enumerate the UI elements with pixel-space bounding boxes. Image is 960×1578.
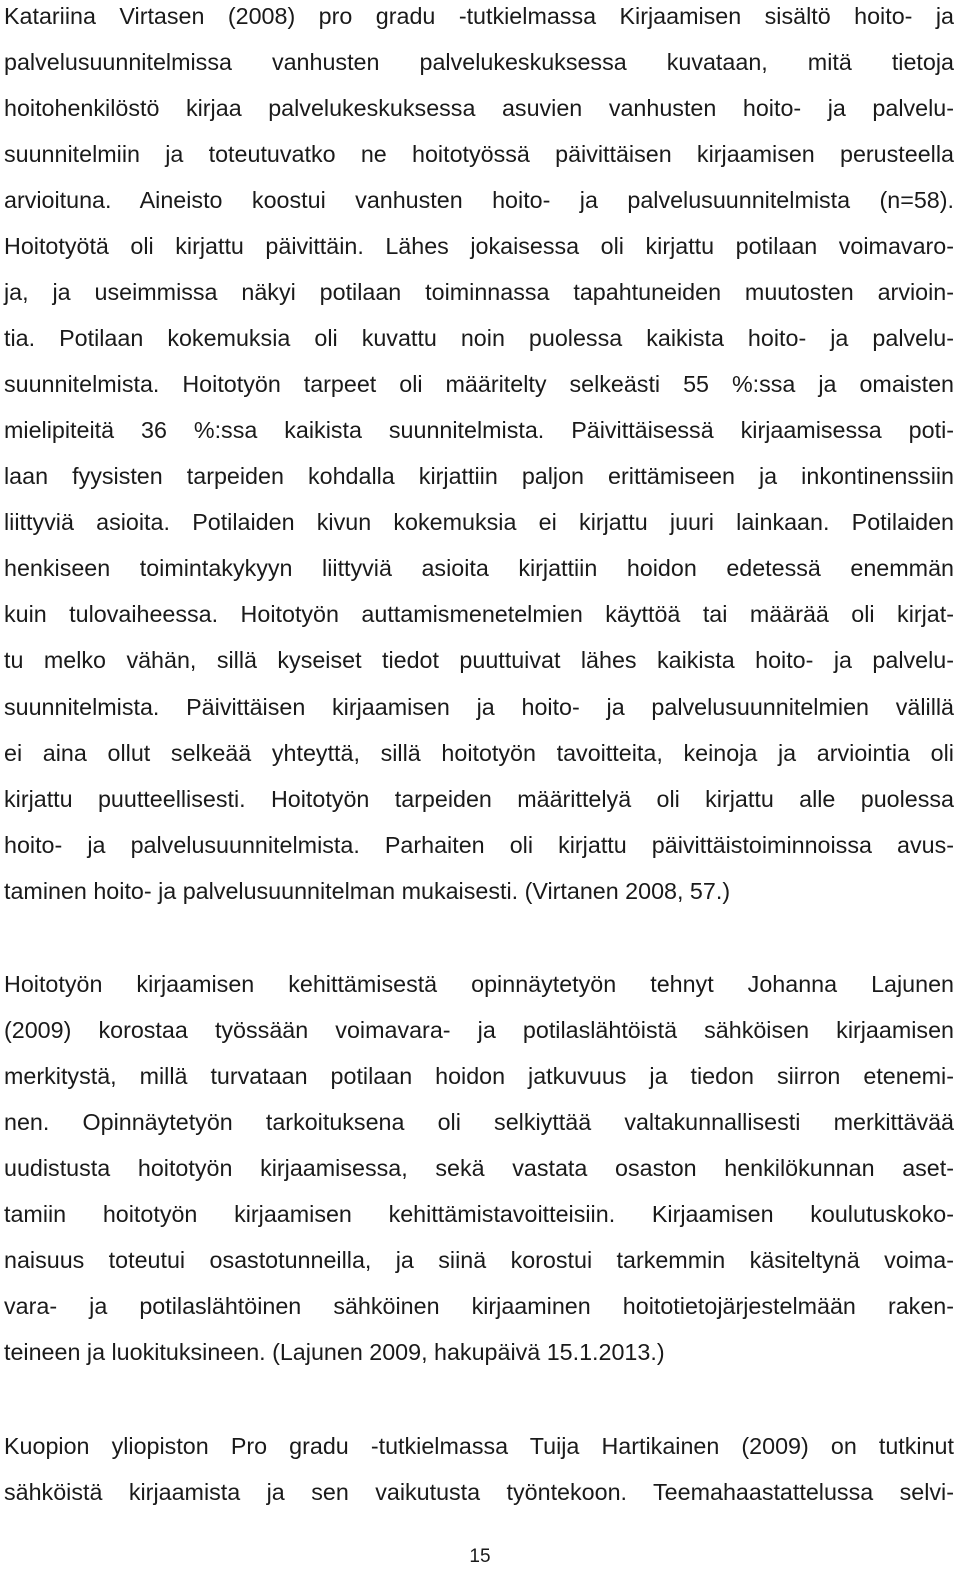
text-line: merkitystä, millä turvataan potilaan hoidon jatkuvuus ja tiedon siirron etenemi- (4, 1063, 954, 1089)
text-line: hoito- ja palvelusuunnitelmista. Parhaiten oli kirjattu päivittäistoiminnoissa avus- (4, 832, 954, 858)
text-line: uudistusta hoitotyön kirjaamisessa, sekä vastata osaston henkilökunnan aset- (4, 1155, 954, 1181)
text-line: ei aina ollut selkeää yhteyttä, sillä hoitotyön tavoitteita, keinoja ja arviointia oli (4, 740, 954, 766)
text-line: suunnitelmista. Hoitotyön tarpeet oli määritelty selkeästi 55 %:ssa ja omaisten (4, 371, 954, 397)
text-line: Hoitotyön kirjaamisen kehittämisestä opinnäytetyön tehnyt Johanna Lajunen (4, 971, 954, 997)
text-line: suunnitelmiin ja toteutuvatko ne hoitotyössä päivittäisen kirjaamisen perusteella (4, 141, 954, 167)
text-line: laan fyysisten tarpeiden kohdalla kirjattiin paljon erittämiseen ja inkontinenssiin (4, 463, 954, 489)
text-line: tu melko vähän, sillä kyseiset tiedot puuttuivat lähes kaikista hoito- ja palvelu- (4, 647, 954, 673)
text-line: Kuopion yliopiston Pro gradu -tutkielmassa Tuija Hartikainen (2009) on tutkinut (4, 1433, 954, 1459)
text-line: mielipiteitä 36 %:ssa kaikista suunnitelmista. Päivittäisessä kirjaamisessa poti- (4, 417, 954, 443)
text-line: nen. Opinnäytetyön tarkoituksena oli selkiyttää valtakunnallisesti merkittävää (4, 1109, 954, 1135)
text-line: tia. Potilaan kokemuksia oli kuvattu noin puolessa kaikista hoito- ja palvelu- (4, 325, 954, 351)
text-line: suunnitelmista. Päivittäisen kirjaamisen ja hoito- ja palvelusuunnitelmien välillä (4, 694, 954, 720)
text-line: hoitohenkilöstö kirjaa palvelukeskuksessa asuvien vanhusten hoito- ja palvelu- (4, 95, 954, 121)
text-line: taminen hoito- ja palvelusuunnitelman mukaisesti. (Virtanen 2008, 57.) (4, 878, 731, 904)
text-line: ja, ja useimmissa näkyi potilaan toiminnassa tapahtuneiden muutosten arvioin- (4, 279, 954, 305)
text-line: naisuus toteutui osastotunneilla, ja siinä korostui tarkemmin käsiteltynä voima- (4, 1247, 954, 1273)
text-line: Hoitotyötä oli kirjattu päivittäin. Lähes jokaisessa oli kirjattu potilaan voimavaro- (4, 233, 954, 259)
text-line: palvelusuunnitelmissa vanhusten palvelukeskuksessa kuvataan, mitä tietoja (4, 49, 954, 75)
text-line: sähköistä kirjaamista ja sen vaikutusta työntekoon. Teemahaastattelussa selvi- (4, 1479, 954, 1505)
page-number: 15 (469, 1546, 491, 1567)
text-line: (2009) korostaa työssään voimavara- ja potilaslähtöistä sähköisen kirjaamisen (4, 1017, 954, 1043)
text-line: kuin tulovaiheessa. Hoitotyön auttamismenetelmien käyttöä tai määrää oli kirjat- (4, 601, 954, 627)
text-line: tamiin hoitotyön kirjaamisen kehittämistavoitteisiin. Kirjaamisen koulutuskoko- (4, 1201, 954, 1227)
text-line: vara- ja potilaslähtöinen sähköinen kirjaaminen hoitotietojärjestelmään raken- (4, 1293, 954, 1319)
text-line: arvioituna. Aineisto koostui vanhusten hoito- ja palvelusuunnitelmista (n=58). (4, 187, 954, 213)
text-line: liittyviä asioita. Potilaiden kivun kokemuksia ei kirjattu juuri lainkaan. Potilaiden (4, 509, 954, 535)
text-line: teineen ja luokituksineen. (Lajunen 2009, hakupäivä 15.1.2013.) (4, 1339, 665, 1365)
text-line: Katariina Virtasen (2008) pro gradu -tutkielmassa Kirjaamisen sisältö hoito- ja (4, 3, 954, 29)
text-line: henkiseen toimintakykyyn liittyviä asioita kirjattiin hoidon edetessä enemmän (4, 555, 954, 581)
text-line: kirjattu puutteellisesti. Hoitotyön tarpeiden määrittelyä oli kirjattu alle puolessa (4, 786, 954, 812)
